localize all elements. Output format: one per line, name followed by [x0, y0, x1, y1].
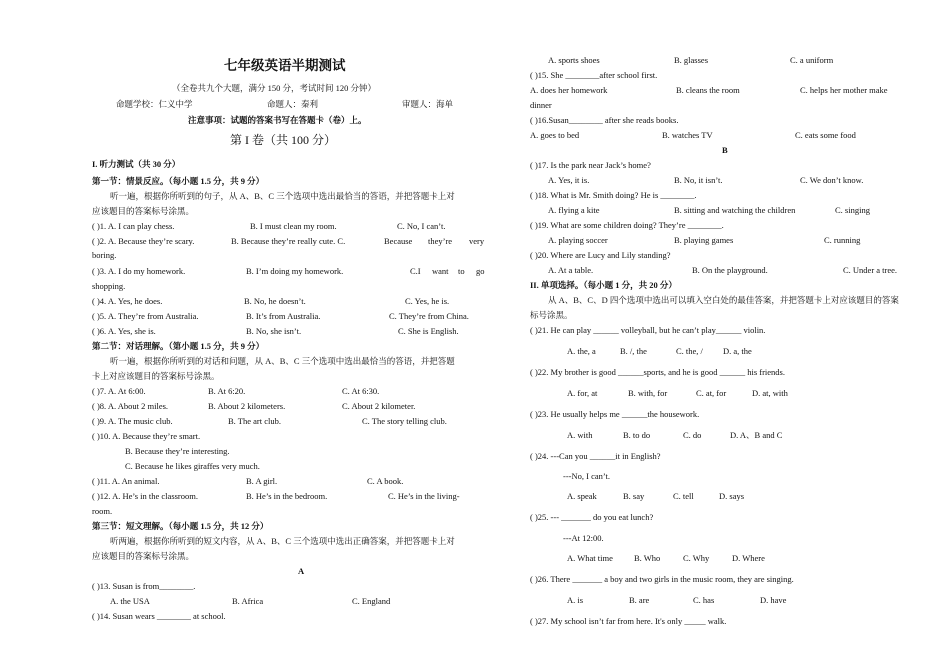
q26-option-b: B. are	[629, 595, 650, 605]
q3-continuation: shopping.	[92, 281, 126, 291]
q24-option-c: C. tell	[673, 491, 694, 501]
q25-option-c: C. Why	[683, 553, 710, 563]
q13-option-c: C. England	[352, 596, 391, 606]
sec3-instruction-cont: 应该题目的答案标号涂黑。	[92, 551, 195, 561]
sec2-title: 第二节：对话理解。（第小题 1.5 分，共 9 分）	[92, 341, 265, 351]
q24-option-d: D. says	[719, 491, 745, 501]
q18-option-a: A. flying a kite	[548, 205, 600, 215]
part1-title: I. 听力测试（共 30 分）	[92, 159, 181, 169]
q14-option-c: C. a uniform	[790, 55, 834, 65]
volume-title: 第 I 卷（共 100 分）	[230, 133, 336, 147]
q26-option-d: D. have	[760, 595, 787, 605]
q14-option-b: B. glasses	[674, 55, 708, 65]
q2-option-a: ( )2. A. Because they’re scary.	[92, 236, 195, 246]
q23-option-a: A. with	[567, 430, 593, 440]
sec1-instruction: 听一遍，根据你所听到的句子，从 A、B、C 三个选项中选出最恰当的答语，并把答题卡上对	[110, 191, 455, 201]
exam-subtitle: （全卷共九个大题，满分 150 分，考试时间 120 分钟）	[172, 83, 377, 93]
q25-option-a: A. What time	[567, 553, 613, 563]
q7-option-a: ( )7. A. At 6:00.	[92, 386, 146, 396]
q3-word: want	[432, 266, 449, 276]
q9-option-a: ( )9. A. The music club.	[92, 416, 173, 426]
q2-continuation: boring.	[92, 250, 117, 260]
q23-option-b: B. to do	[623, 430, 651, 440]
q25-option-d: D. Where	[732, 553, 765, 563]
question-22: ( )22. My brother is good ______sports, and he is good ______ his friends.	[530, 367, 785, 377]
q9-option-c: C. The story telling club.	[362, 416, 447, 426]
q16-option-a: A. goes to bed	[530, 130, 580, 140]
sec3-instruction: 听两遍，根据你所听到的短文内容，从 A、B、C 三个选项中选出正确答案，并把答题卡上对	[110, 536, 455, 546]
q11-option-a: ( )11. A. An animal.	[92, 476, 160, 486]
part2-instruction-cont: 标号涂黑。	[530, 310, 573, 320]
q7-option-b: B. At 6:20.	[208, 386, 246, 396]
question-18: ( )18. What is Mr. Smith doing? He is ________.	[530, 190, 697, 200]
q2-option-b: B. Because they’re really cute. C.	[231, 236, 346, 246]
q1-option-a: ( )1. A. I can play chess.	[92, 221, 175, 231]
q23-option-c: C. do	[683, 430, 702, 440]
sec3-title: 第三节：短文理解。（每小题 1.5 分，共 12 分）	[92, 521, 269, 531]
q19-option-b: B. playing games	[674, 235, 734, 245]
q4-option-b: B. No, he doesn’t.	[244, 296, 306, 306]
sec1-title: 第一节：情景反应。（每小题 1.5 分，共 9 分）	[92, 176, 265, 186]
q4-option-c: C. Yes, he is.	[405, 296, 450, 306]
q24-option-a: A. speak	[567, 491, 597, 501]
q5-option-a: ( )5. A. They’re from Australia.	[92, 311, 199, 321]
question-20: ( )20. Where are Lucy and Lily standing?	[530, 250, 671, 260]
passage-b-label: B	[722, 145, 728, 155]
q14-option-a: A. sports shoes	[548, 55, 600, 65]
q25-option-b: B. Who	[634, 553, 661, 563]
part2-title: II. 单项选择。（每小题 1 分，共 20 分）	[530, 280, 677, 290]
q3-option-c: C.I	[410, 266, 421, 276]
q25-reply: ---At 12:00.	[563, 533, 604, 543]
q8-option-c: C. About 2 kilometer.	[342, 401, 416, 411]
question-16: ( )16.Susan________ after she reads books.	[530, 115, 679, 125]
q6-option-c: C. She is English.	[398, 326, 459, 336]
q17-option-c: C. We don’t know.	[800, 175, 864, 185]
q17-option-a: A. Yes, it is.	[548, 175, 590, 185]
q16-option-c: C. eats some food	[795, 130, 856, 140]
q12-option-c: C. He’s in the living-	[388, 491, 460, 501]
q6-option-b: B. No, she isn’t.	[246, 326, 302, 336]
q11-option-c: C. A book.	[367, 476, 404, 486]
q20-option-b: B. On the playground.	[692, 265, 768, 275]
reviewer-label: 审题人：海单	[402, 99, 454, 109]
sec1-instruction-cont: 应该题目的答案标号涂黑。	[92, 206, 195, 216]
q2-word: they’re	[428, 236, 453, 246]
question-10: ( )10. A. Because they’re smart.	[92, 431, 201, 441]
q9-option-b: B. The art club.	[228, 416, 281, 426]
q1-option-b: B. I must clean my room.	[250, 221, 337, 231]
part2-instruction: 从 A、B、C、D 四个选项中选出可以填入空白处的最佳答案，并把答题卡上对应该题目的答案	[548, 295, 899, 305]
q5-option-c: C. They’re from China.	[389, 311, 469, 321]
question-23: ( )23. He usually helps me ______the housework.	[530, 409, 700, 419]
q16-option-b: B. watches TV	[662, 130, 713, 140]
question-19: ( )19. What are some children doing? They’re ________.	[530, 220, 724, 230]
q7-option-c: C. At 6:30.	[342, 386, 380, 396]
q26-option-c: C. has	[693, 595, 715, 605]
question-13: ( )13. Susan is from________.	[92, 581, 196, 591]
q18-option-c: C. singing	[835, 205, 870, 215]
question-15: ( )15. She ________after school first.	[530, 70, 658, 80]
question-27: ( )27. My school isn’t far from here. It's only _____ walk.	[530, 616, 727, 626]
q22-option-a: A. for, at	[567, 388, 598, 398]
q6-option-a: ( )6. A. Yes, she is.	[92, 326, 156, 336]
author-label: 命题人：秦利	[267, 99, 319, 109]
q15-option-a: A. does her homework	[530, 85, 608, 95]
q2-option-c: Because	[384, 236, 413, 246]
passage-a-label: A	[298, 566, 305, 576]
q3-option-a: ( )3. A. I do my homework.	[92, 266, 186, 276]
school-label: 命题学校：仁义中学	[116, 99, 193, 109]
question-14: ( )14. Susan wears ________ at school.	[92, 611, 226, 621]
q12-option-b: B. He’s in the bedroom.	[246, 491, 328, 501]
q2-word: very	[469, 236, 485, 246]
exam-title: 七年级英语半期测试	[224, 58, 346, 73]
q17-option-b: B. No, it isn’t.	[674, 175, 723, 185]
q22-option-c: C. at, for	[696, 388, 727, 398]
q12-option-a: ( )12. A. He’s in the classroom.	[92, 491, 198, 501]
notice-text: 注意事项：试题的答案书写在答题卡（卷）上。	[188, 115, 367, 125]
q3-word: go	[476, 266, 485, 276]
q11-option-b: B. A girl.	[246, 476, 278, 486]
q10-option-c: C. Because he likes giraffes very much.	[125, 461, 260, 471]
q8-option-b: B. About 2 kilometers.	[208, 401, 286, 411]
q8-option-a: ( )8. A. About 2 miles.	[92, 401, 169, 411]
q18-option-b: B. sitting and watching the children	[674, 205, 796, 215]
q10-option-b: B. Because they’re interesting.	[125, 446, 230, 456]
q5-option-b: B. It’s from Australia.	[246, 311, 321, 321]
q24-option-b: B. say	[623, 491, 645, 501]
q4-option-a: ( )4. A. Yes, he does.	[92, 296, 163, 306]
q26-option-a: A. is	[567, 595, 584, 605]
q21-option-a: A. the, a	[567, 346, 596, 356]
q13-option-b: B. Africa	[232, 596, 264, 606]
question-24: ( )24. ---Can you ______it in English?	[530, 451, 661, 461]
q3-word: to	[458, 266, 465, 276]
q24-reply: ---No, I can’t.	[563, 471, 611, 481]
question-25: ( )25. --- _______ do you eat lunch?	[530, 512, 654, 522]
q21-option-c: C. the, /	[676, 346, 703, 356]
q19-option-a: A. playing soccer	[548, 235, 608, 245]
q21-option-d: D. a, the	[723, 346, 752, 356]
q20-option-c: C. Under a tree.	[843, 265, 898, 275]
q1-option-c: C. No, I can’t.	[397, 221, 446, 231]
question-17: ( )17. Is the park near Jack’s home?	[530, 160, 651, 170]
q22-option-b: B. with, for	[628, 388, 668, 398]
q21-option-b: B. /, the	[620, 346, 647, 356]
q15-continuation: dinner	[530, 100, 552, 110]
q13-option-a: A. the USA	[110, 596, 150, 606]
q20-option-a: A. At a table.	[548, 265, 594, 275]
q3-option-b: B. I’m doing my homework.	[246, 266, 344, 276]
question-26: ( )26. There _______ a boy and two girls in the music room, they are singing.	[530, 574, 794, 584]
q12-continuation: room.	[92, 506, 113, 516]
q19-option-c: C. running	[824, 235, 861, 245]
q23-option-d: D. A、B and C	[730, 430, 783, 440]
question-21: ( )21. He can play ______ volleyball, but he can’t play______ violin.	[530, 325, 766, 335]
sec2-instruction-cont: 卡上对应该题目的答案标号涂黑。	[92, 371, 220, 381]
sec2-instruction: 听一遍，根据你所听到的对话和问题，从 A、B、C 三个选项中选出最恰当的答语，并把答题	[110, 356, 455, 366]
q22-option-d: D. at, with	[752, 388, 788, 398]
q15-option-b: B. cleans the room	[676, 85, 740, 95]
q15-option-c: C. helps her mother make	[800, 85, 888, 95]
